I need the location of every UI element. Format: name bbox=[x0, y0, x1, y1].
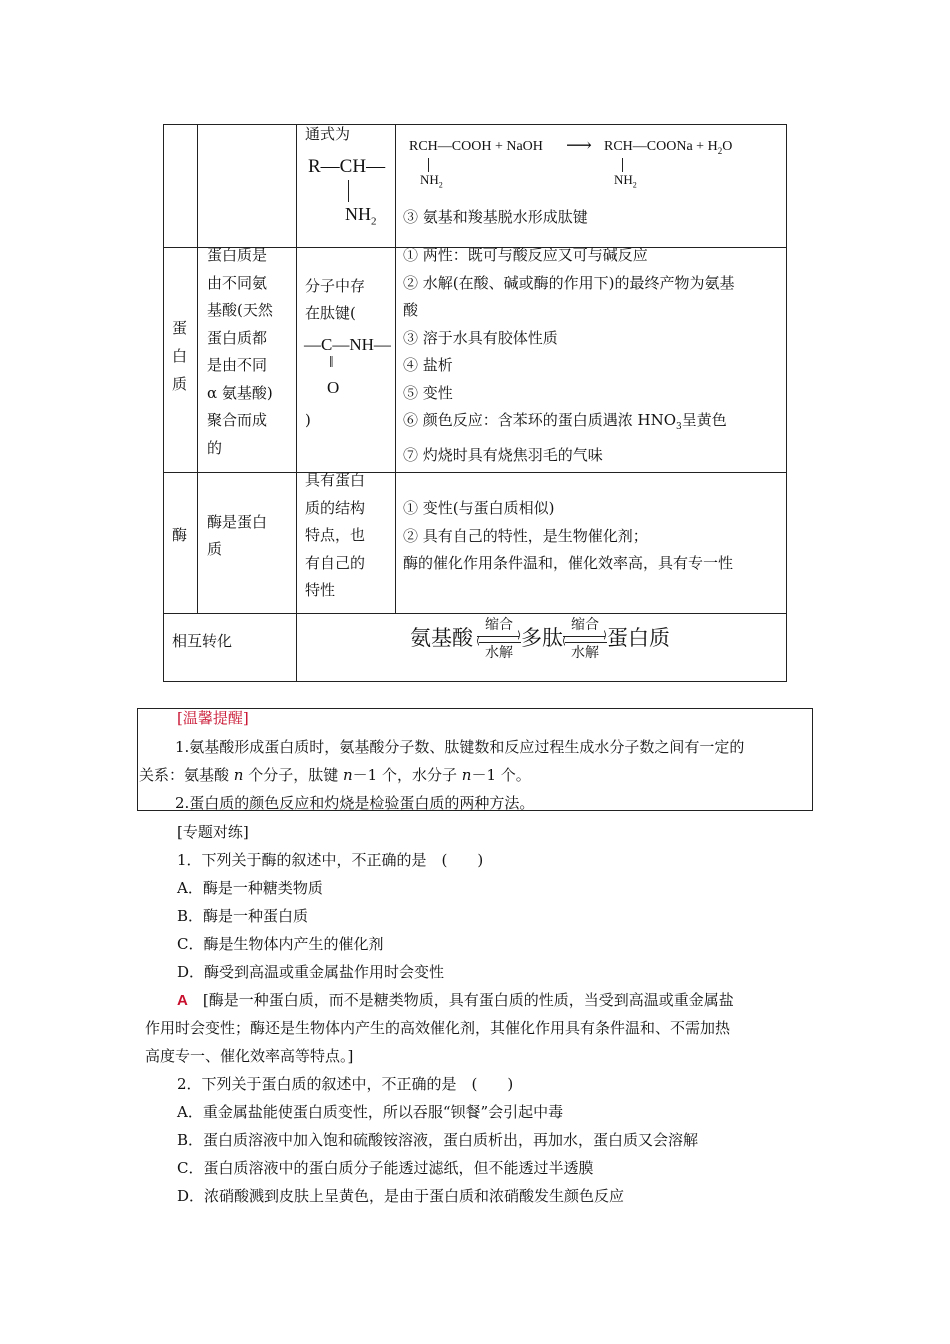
enzyme-structure-line: 有自己的 bbox=[305, 553, 366, 572]
peptide-double-bond: ‖ bbox=[329, 354, 334, 371]
arrow-top-label: 缩合 bbox=[571, 617, 599, 633]
question-1-answer: A bbox=[177, 992, 188, 1009]
enzyme-property: ② 具有自己的特性，是生物催化剂； bbox=[403, 526, 648, 545]
reaction-nh2-right: $NH_2$ bbox=[614, 172, 637, 190]
protein-definition-line: 的 bbox=[207, 438, 223, 457]
enzyme-structure-line: 特点，也 bbox=[305, 526, 366, 544]
protein-property: ① 两性：既可与酸反应又可与碱反应 bbox=[403, 246, 648, 264]
protein-definition-line: 聚合而成 bbox=[207, 411, 268, 429]
enzyme-structure-line: 质的结构 bbox=[305, 498, 366, 517]
row-divider bbox=[164, 613, 786, 614]
enzyme-definition-line: 质 bbox=[207, 540, 223, 558]
protein-property: ② 水解(在酸、碱或酶的作用下)的最终产物为氨基 bbox=[403, 273, 735, 292]
reaction-right: RCH—COONa + $H_2O$ bbox=[604, 139, 733, 156]
protein-definition-line: 蛋白质是 bbox=[207, 246, 268, 264]
enzyme-property: ① 变性(与蛋白质相似) bbox=[403, 499, 555, 517]
tip-line-2: 关系：氨基酸 n 个分子，肽键 n－1 个，水分子 n－1 个。 bbox=[139, 766, 531, 784]
conversion-label: 相互转化 bbox=[172, 632, 233, 650]
protein-property: ⑥ 颜色反应：含苯环的蛋白质遇浓 $HNO_3$呈黄色 bbox=[403, 411, 727, 432]
protein-property: ④ 盐析 bbox=[403, 356, 453, 374]
question-1-explanation: A [酶是一种蛋白质，而不是糖类物质，具有蛋白质的性质，当受到高温或重金属盐 bbox=[177, 991, 734, 1009]
col-divider bbox=[197, 125, 198, 613]
practice-title: [专题对练] bbox=[177, 823, 249, 841]
question-1-option: B．酶是一种蛋白质 bbox=[177, 907, 309, 925]
question-1-option: A．酶是一种糖类物质 bbox=[177, 879, 323, 897]
protein-property: ⑤ 变性 bbox=[403, 383, 453, 402]
reaction-nh2-left: $NH_2$ bbox=[420, 172, 443, 190]
protein-definition-line: 蛋白质都 bbox=[207, 328, 268, 347]
protein-definition bbox=[207, 242, 297, 462]
tip-title: [温馨提醒] bbox=[177, 709, 249, 727]
question-2-stem: 2．下列关于蛋白质的叙述中，不正确的是 ( ) bbox=[177, 1075, 514, 1093]
protein-definition-line: α 氨基酸) bbox=[207, 383, 273, 402]
question-1-explanation: 高度专一、催化效率高等特点。] bbox=[145, 1047, 354, 1065]
reaction-arrow: ⟶ bbox=[566, 135, 592, 155]
protein-property: ③ 溶于水具有胶体性质 bbox=[403, 328, 558, 347]
question-2-option: B．蛋白质溶液中加入饱和硫酸铵溶液，蛋白质析出，再加水，蛋白质又会溶解 bbox=[177, 1131, 699, 1149]
protein-label: 蛋白质 bbox=[172, 319, 188, 393]
question-2-option: A．重金属盐能使蛋白质变性，所以吞服“钡餐”会引起中毒 bbox=[177, 1103, 564, 1121]
reaction-bond-line bbox=[428, 158, 429, 172]
enzyme-label: 酶 bbox=[172, 526, 188, 544]
peptide-bond-formula: —C—NH— bbox=[304, 335, 391, 354]
question-2-option: D．浓硝酸溅到皮肤上呈黄色，是由于蛋白质和浓硝酸发生颜色反应 bbox=[177, 1187, 625, 1205]
conversion-arrow-2: 缩合 ⟩ ⟨ 水解 bbox=[562, 617, 607, 661]
question-1-stem: 1．下列关于酶的叙述中，不正确的是 ( ) bbox=[177, 851, 484, 869]
enzyme-structure-line: 具有蛋白 bbox=[305, 471, 366, 489]
amino-property-3: ③ 氨基和羧基脱水形成肽键 bbox=[403, 208, 588, 226]
tip-line-3: 2.蛋白质的颜色反应和灼烧是检验蛋白质的两种方法。 bbox=[175, 794, 535, 812]
protein-property: ⑦ 灼烧时具有烧焦羽毛的气味 bbox=[403, 445, 603, 464]
peptide-oxygen: O bbox=[327, 378, 340, 397]
question-1-explanation: 作用时会变性；酶还是生物体内产生的高效催化剂，其催化作用具有条件温和、不需加热 bbox=[145, 1019, 731, 1037]
enzyme-structure bbox=[305, 467, 365, 605]
protein-structure-line: 分子中存 bbox=[305, 277, 366, 295]
reaction-left: RCH—COOH + NaOH bbox=[409, 139, 543, 154]
question-1-option: C．酶是生物体内产生的催化剂 bbox=[177, 935, 384, 953]
protein-structure-line: 在肽键( bbox=[305, 304, 356, 322]
question-1-option: D．酶受到高温或重金属盐作用时会变性 bbox=[177, 963, 445, 981]
tip-line-1: 1.氨基酸形成蛋白质时，氨基酸分子数、肽键数和反应过程生成水分子数之间有一定的 bbox=[175, 738, 745, 756]
reaction-bond-line bbox=[622, 158, 623, 172]
col-divider bbox=[395, 125, 396, 613]
arrow-bottom-label: 水解 bbox=[571, 645, 599, 661]
protein-definition-line: 由不同氨 bbox=[207, 273, 268, 292]
protein-structure-close: ) bbox=[305, 411, 311, 429]
protein-property: 酸 bbox=[403, 301, 419, 319]
question-2-option: C．蛋白质溶液中的蛋白质分子能透过滤纸，但不能透过半透膜 bbox=[177, 1159, 594, 1177]
formula-bond-line bbox=[348, 180, 349, 202]
conversion-amino-acid: 氨基酸 bbox=[410, 626, 473, 650]
general-formula-main: R—CH— bbox=[308, 156, 386, 177]
protein-definition-line: 基酸(天然 bbox=[207, 301, 273, 319]
general-formula-nh2: $NH_2$ bbox=[345, 204, 377, 228]
protein-definition-line: 是由不同 bbox=[207, 356, 268, 374]
conversion-protein: 蛋白质 bbox=[607, 626, 670, 650]
enzyme-definition-line: 酶是蛋白 bbox=[207, 513, 268, 531]
enzyme-structure-line: 特性 bbox=[305, 581, 336, 599]
protein-properties bbox=[403, 242, 783, 469]
enzyme-property: 酶的催化作用条件温和，催化效率高，具有专一性 bbox=[403, 554, 734, 572]
row-divider bbox=[164, 472, 786, 473]
conversion-arrow-1: 缩合 ⟩ ⟨ 水解 bbox=[476, 617, 521, 661]
enzyme-properties bbox=[403, 495, 733, 578]
arrow-bottom-label: 水解 bbox=[485, 645, 513, 661]
conversion-polypeptide: 多肽 bbox=[521, 626, 563, 650]
general-formula-label: 通式为 bbox=[305, 125, 351, 143]
arrow-top-label: 缩合 bbox=[485, 617, 513, 633]
